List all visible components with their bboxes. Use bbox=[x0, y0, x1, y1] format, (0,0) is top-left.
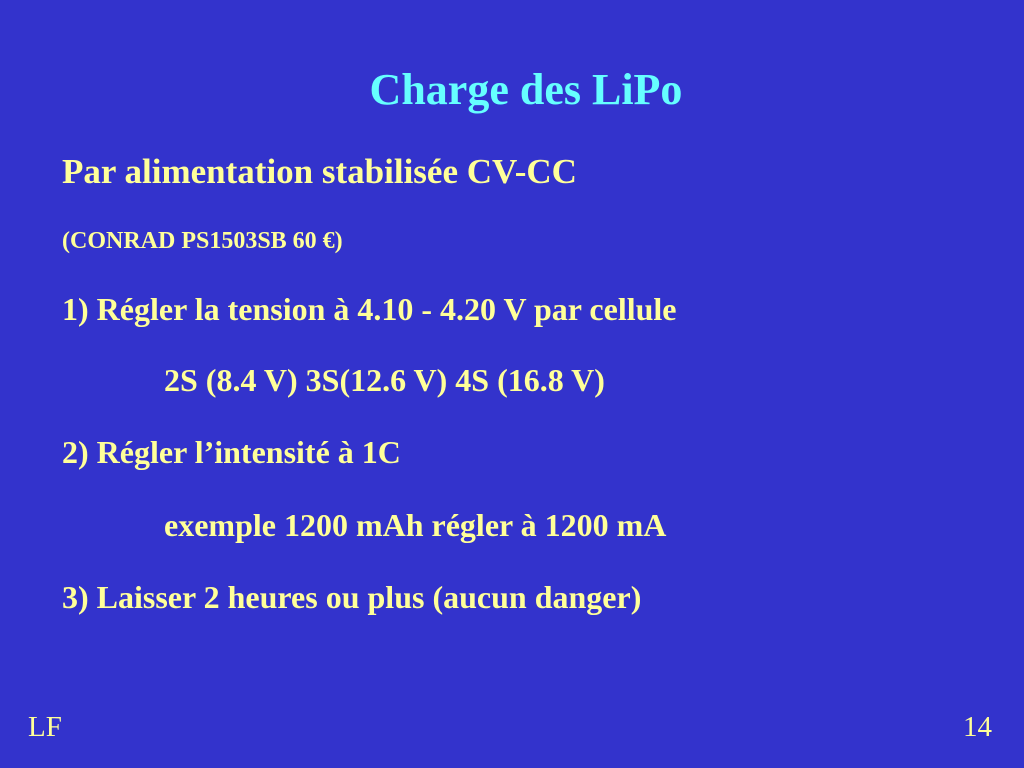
reference-note: (CONRAD PS1503SB 60 €) bbox=[62, 228, 343, 254]
step-2-detail: exemple 1200 mAh régler à 1200 mA bbox=[164, 507, 667, 543]
step-2: 2) Régler l’intensité à 1C bbox=[62, 434, 401, 470]
page-number: 14 bbox=[963, 711, 992, 743]
slide-title: Charge des LiPo bbox=[369, 65, 683, 114]
slide-subtitle: Par alimentation stabilisée CV-CC bbox=[62, 152, 577, 191]
footer-author: LF bbox=[28, 711, 62, 743]
step-3: 3) Laisser 2 heures ou plus (aucun danger) bbox=[62, 579, 642, 615]
step-1-detail: 2S (8.4 V) 3S(12.6 V) 4S (16.8 V) bbox=[164, 362, 605, 398]
step-1: 1) Régler la tension à 4.10 - 4.20 V par cellule bbox=[62, 291, 677, 327]
